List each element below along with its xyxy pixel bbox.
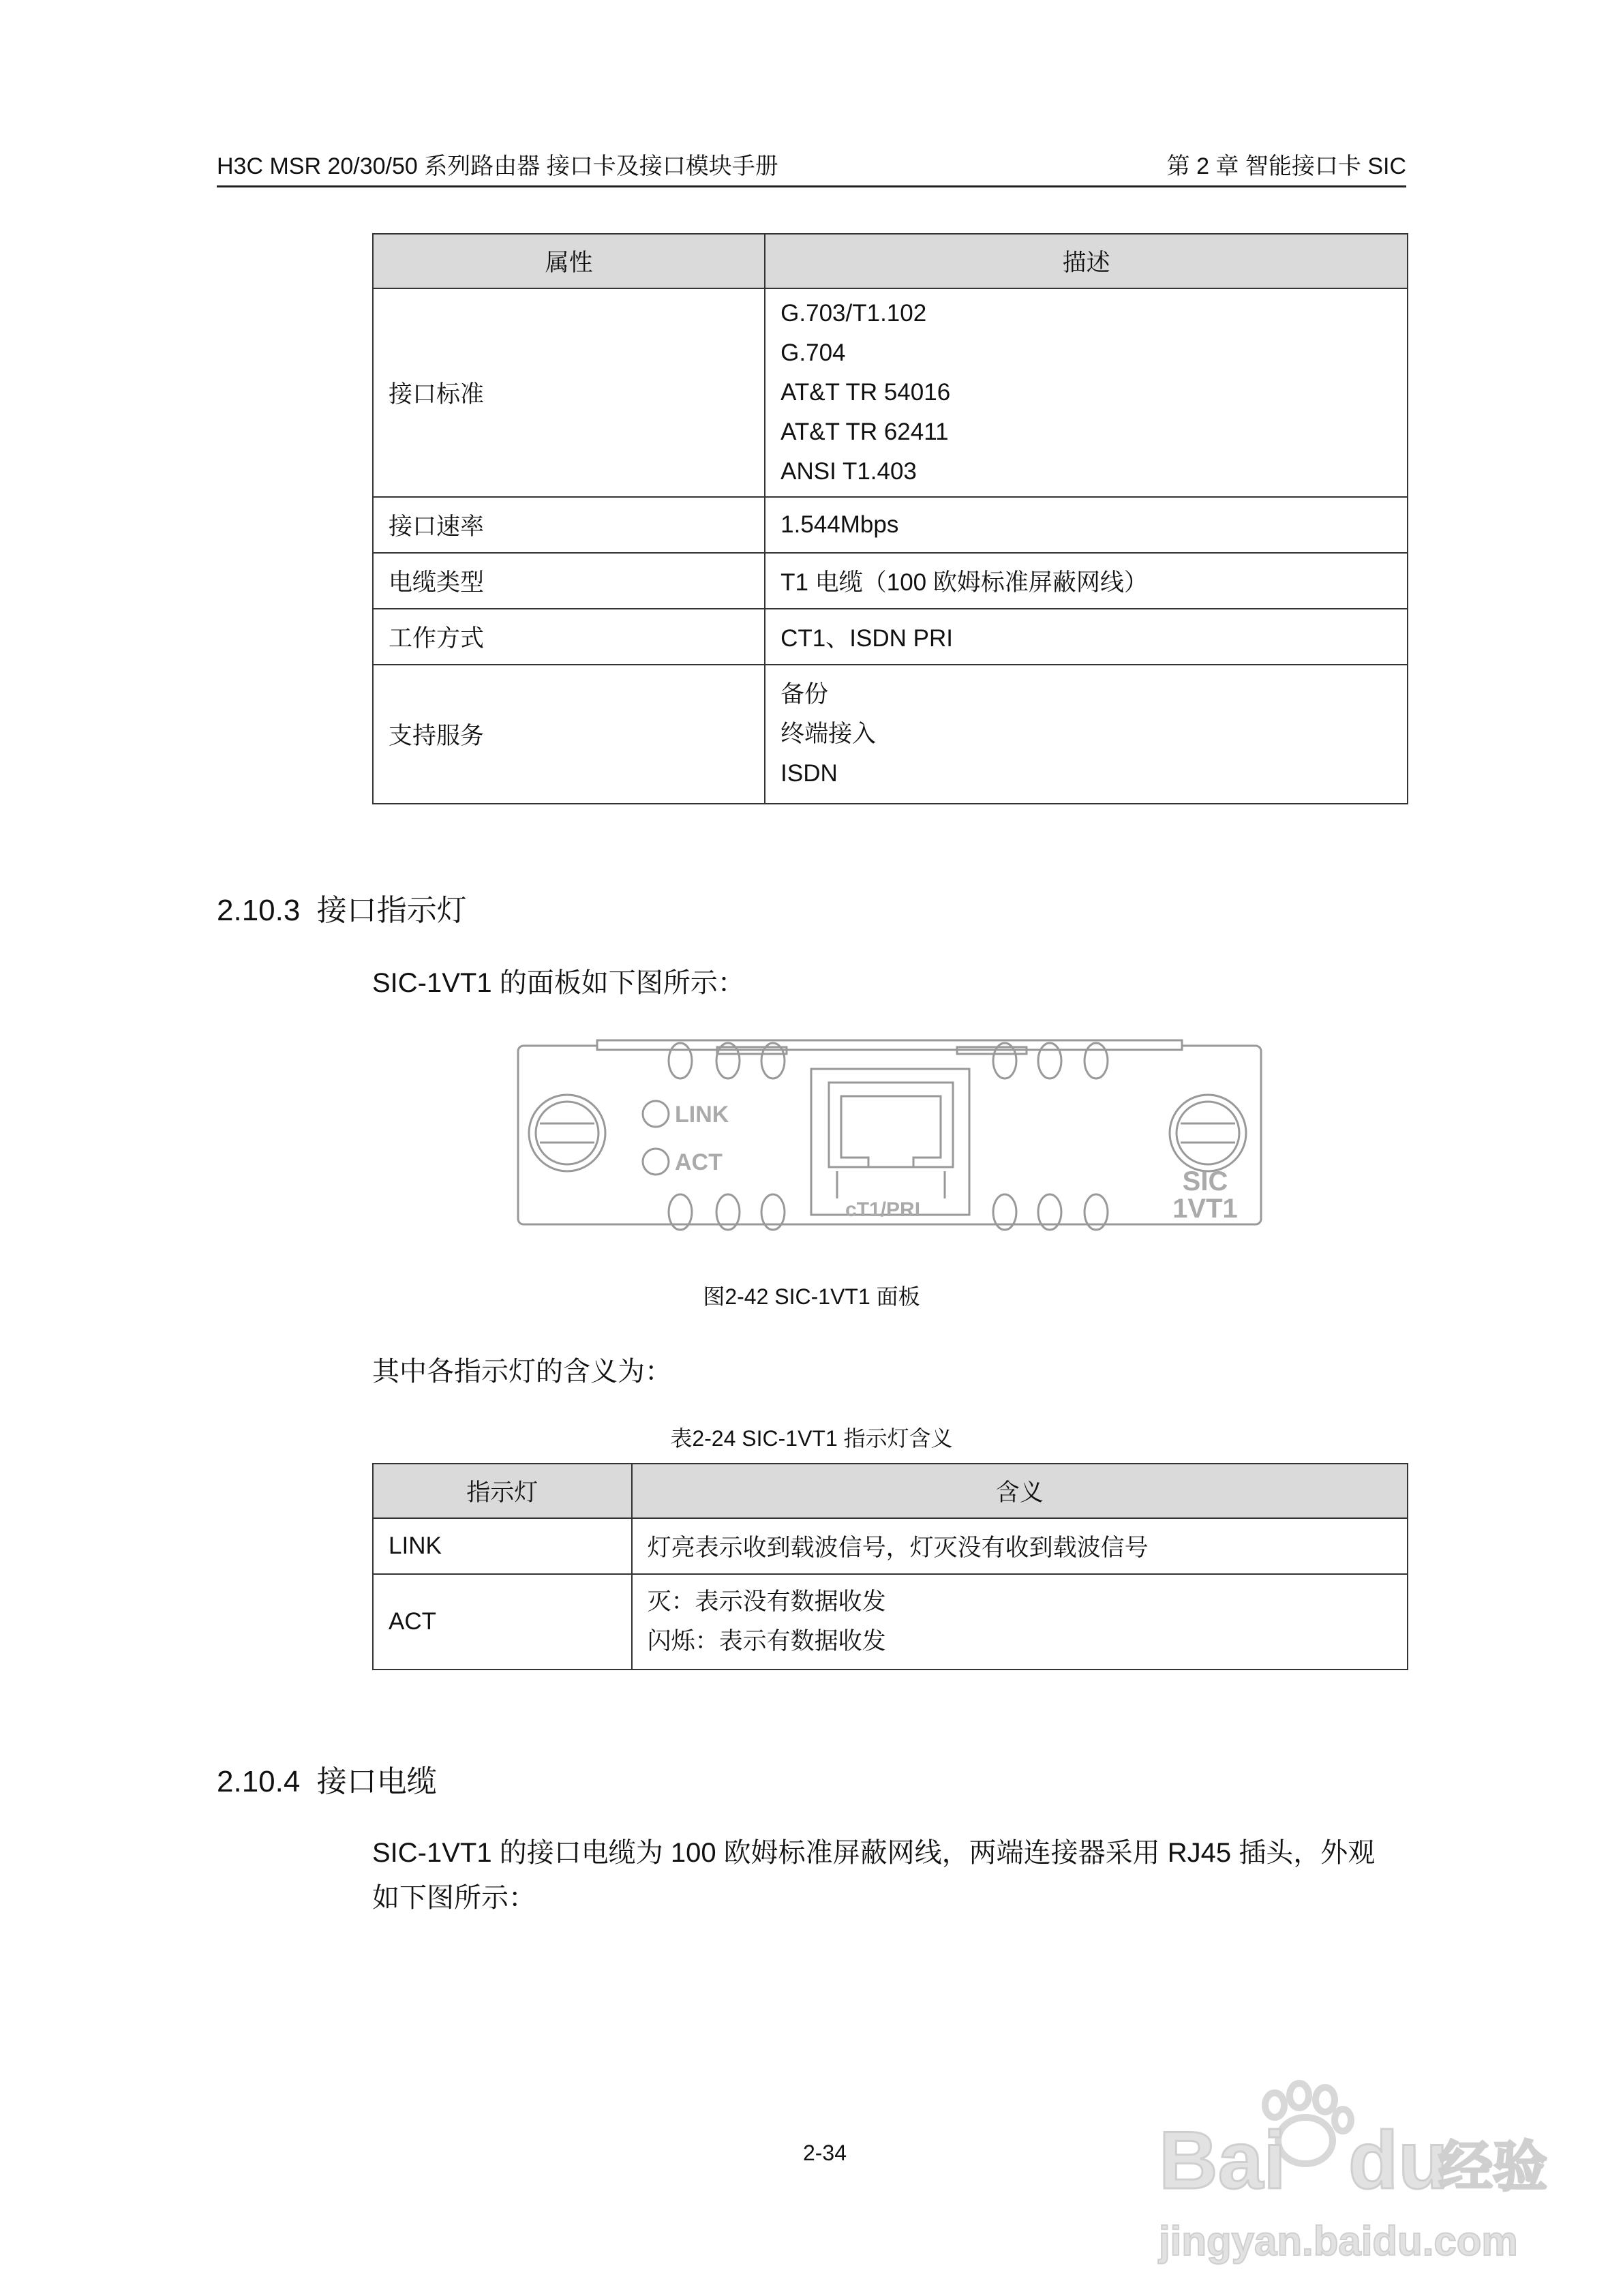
table-header-row — [373, 1464, 1408, 1518]
column-header-attr: 属性 — [373, 234, 765, 288]
cell-attr: 电缆类型 — [373, 553, 765, 609]
watermark-url: jingyan.baidu.com — [1159, 2218, 1518, 2264]
cell-desc — [765, 665, 1408, 804]
column-header-meaning: 含义 — [632, 1464, 1408, 1518]
section-title: 接口电缆 — [316, 1765, 437, 1798]
section-heading-cable — [217, 1762, 437, 1802]
cell-desc: 1.544Mbps — [765, 497, 1408, 553]
cell-led-name: LINK — [373, 1518, 632, 1574]
sic-1vt1-panel-figure — [515, 1038, 1265, 1230]
figure-caption: 图2-42 SIC-1VT1 面板 — [703, 1284, 920, 1309]
section-number: 2.10.4 — [217, 1765, 301, 1798]
watermark-logo-text: du — [1348, 2115, 1448, 2206]
panel-intro-text: SIC-1VT1 的面板如下图所示： — [372, 968, 745, 998]
table-row — [373, 609, 1408, 665]
cell-meaning: 灯亮表示收到载波信号，灯灭没有收到载波信号 — [632, 1518, 1408, 1574]
spec-table — [372, 233, 1408, 804]
desc-line: AT&T TR 62411 — [780, 419, 949, 445]
led-lead-text: 其中各指示灯的含义为： — [372, 1357, 672, 1387]
watermark-logo-text: Bai — [1159, 2115, 1286, 2206]
cable-paragraph-line1: SIC-1VT1 的接口电缆为 100 欧姆标准屏蔽网线，两端连接器采用 RJ45 插头，外观 — [372, 1838, 1376, 1868]
desc-line: 终端接入 — [780, 721, 877, 747]
page-number: 2-34 — [802, 2141, 847, 2165]
cell-attr: 工作方式 — [373, 609, 765, 665]
table-row — [373, 553, 1408, 609]
watermark-logo-text: 经验 — [1438, 2135, 1547, 2199]
port-label: cT1/PRI — [845, 1198, 921, 1221]
model-label-line2: 1VT1 — [1172, 1194, 1238, 1224]
desc-line: G.704 — [780, 339, 846, 366]
column-header-desc: 描述 — [765, 234, 1408, 288]
rj45-port-icon — [811, 1069, 969, 1215]
cell-led-name: ACT — [373, 1574, 632, 1670]
meaning-line: 闪烁：表示有数据收发 — [647, 1628, 886, 1655]
table-row — [373, 497, 1408, 553]
desc-line: 备份 — [780, 681, 829, 708]
desc-line: ANSI T1.403 — [780, 458, 917, 485]
cell-attr: 支持服务 — [373, 665, 765, 804]
table-row — [373, 1518, 1408, 1574]
desc-line: ISDN — [780, 760, 838, 787]
link-led-icon — [643, 1101, 669, 1127]
cell-desc — [765, 288, 1408, 497]
screw-right-icon — [1170, 1095, 1246, 1171]
panel-outline — [518, 1046, 1261, 1224]
cable-paragraph-line2: 如下图所示： — [372, 1883, 536, 1913]
table-caption: 表2-24 SIC-1VT1 指示灯含义 — [670, 1426, 953, 1451]
link-label: LINK — [675, 1102, 729, 1128]
table-header-row — [373, 234, 1408, 288]
section-title: 接口指示灯 — [316, 894, 467, 927]
table-row — [373, 1574, 1408, 1670]
header-rule — [217, 185, 1406, 187]
desc-line: G.703/T1.102 — [780, 300, 927, 327]
cell-attr: 接口速率 — [373, 497, 765, 553]
table-row — [373, 665, 1408, 804]
act-led-icon — [643, 1149, 669, 1175]
cell-desc: T1 电缆（100 欧姆标准屏蔽网线） — [765, 553, 1408, 609]
act-label: ACT — [675, 1149, 723, 1175]
baidu-jingyan-watermark — [1152, 2072, 1547, 2270]
cell-meaning — [632, 1574, 1408, 1670]
table-row — [373, 288, 1408, 497]
cell-desc: CT1、ISDN PRI — [765, 609, 1408, 665]
desc-line: AT&T TR 54016 — [780, 379, 951, 406]
running-header-left: H3C MSR 20/30/50 系列路由器 接口卡及接口模块手册 — [217, 153, 778, 179]
led-table — [372, 1463, 1408, 1670]
section-heading-led — [217, 890, 467, 931]
meaning-line: 灭：表示没有数据收发 — [647, 1588, 886, 1615]
model-label-line1: SIC — [1182, 1166, 1228, 1196]
running-header-right: 第 2 章 智能接口卡 SIC — [1166, 153, 1406, 179]
column-header-led: 指示灯 — [373, 1464, 632, 1518]
screw-left-icon — [529, 1095, 605, 1171]
cell-attr: 接口标准 — [373, 288, 765, 497]
section-number: 2.10.3 — [217, 894, 301, 927]
